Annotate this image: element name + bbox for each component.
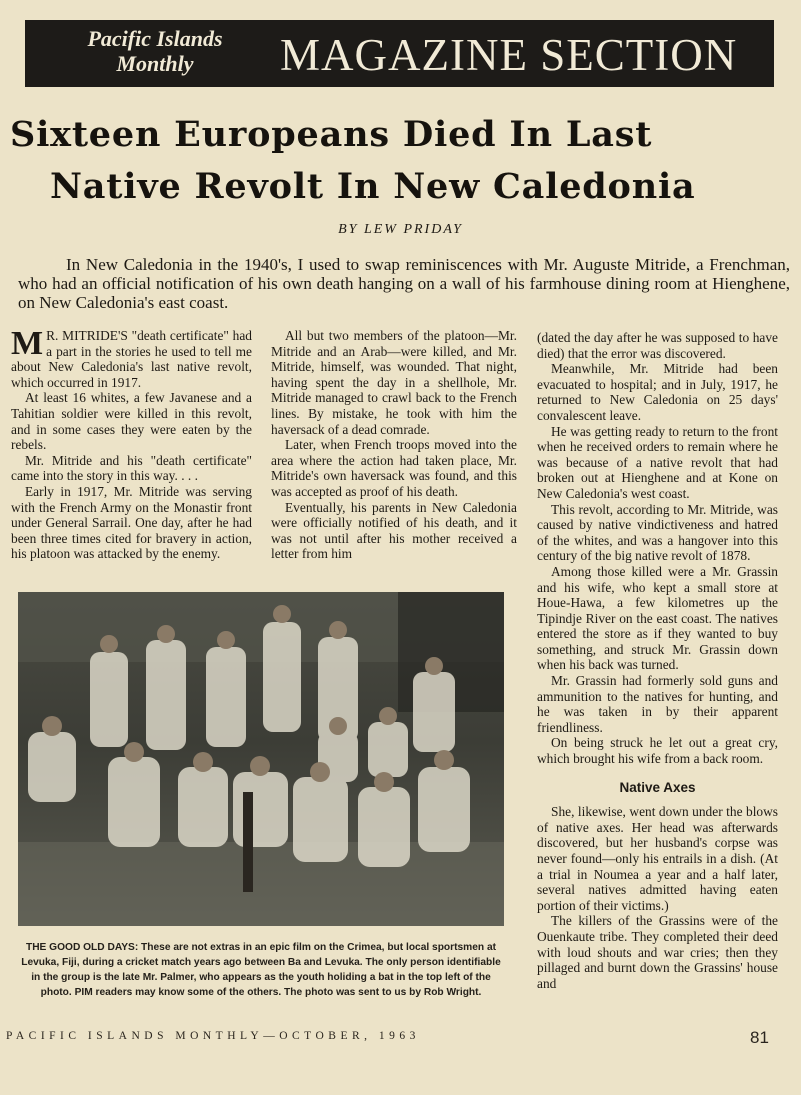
- byline: BY LEW PRIDAY: [338, 222, 463, 237]
- paragraph: The killers of the Grassins were of the Ouenkaute tribe. They completed their deed with loud shouts and war cries; then they pillaged and burnt down the Grassins' house and: [537, 913, 778, 991]
- group-photo: [18, 592, 504, 926]
- section-title: MAGAZINE SECTION: [280, 30, 738, 80]
- publication-name: [65, 26, 245, 76]
- publication-name-line2: Monthly: [116, 51, 194, 76]
- paragraph: Mr. Mitride and his "death certificate" came into the story in this way. . . .: [11, 452, 252, 484]
- footer-issue-line: PACIFIC ISLANDS MONTHLY—OCTOBER, 1963: [6, 1030, 420, 1042]
- paragraph: Mr. Grassin had formerly sold guns and ammunition to the natives for hunting, and he was taken in by their apparent friendliness.: [537, 673, 778, 735]
- paragraph: On being struck he let out a great cry, which brought his wife from a back room.: [537, 735, 778, 767]
- paragraph: Later, when French troops moved into the area where the action had taken place, Mr. Mitride's own haversack was found, and this was accepted as proof of his death.: [271, 437, 517, 499]
- page-number: 81: [750, 1028, 769, 1047]
- paragraph: Early in 1917, Mr. Mitride was serving with the French Army on the Monastir front under General Sarrail. One day, after he had been three times cited for bravery in action, his platoon was attacked by the enemy.: [11, 483, 252, 562]
- publication-name-line1: Pacific Islands: [87, 26, 223, 51]
- paragraph: He was getting ready to return to the front when he received orders to remain where he was because of a native revolt that had broken out at Hienghene and at Kone on New Caledonia's west coast.: [537, 423, 778, 501]
- paragraph: Among those killed were a Mr. Grassin and his wife, who kept a small store at Houe-Hawa, a few kilometres up the Tipindje River on the east coast. The natives entered the store as if they wanted to buy something, and struck Mr. Grassin down when his back was turned.: [537, 563, 778, 673]
- paragraph: All but two members of the platoon—Mr. Mitride and an Arab—were killed, and Mr. Mitride, himself, was wounded. That night, having spent the day in a shellhole, Mr. Mitride managed to crawl back to the French lines. By mistake, he took with him the haversack of a dead comrade.: [271, 328, 517, 437]
- headline-line1: Sixteen Europeans Died In Last: [10, 114, 653, 155]
- paragraph: At least 16 whites, a few Javanese and a Tahitian soldier were killed in this revolt, and in some cases they were eaten by the rebels.: [11, 390, 252, 453]
- headline-line2: Native Revolt In New Caledonia: [50, 166, 696, 207]
- column-1: [11, 325, 252, 562]
- paragraph: (dated the day after he was supposed to have died) that the error was discovered.: [537, 330, 778, 361]
- column-2: [271, 328, 517, 562]
- paragraph: Eventually, his parents in New Caledonia were officially notified of his death, and it was not until after his mother received a letter from him: [271, 499, 517, 562]
- paragraph: This revolt, according to Mr. Mitride, was caused by native vindictiveness and hatred of the whites, and was a hangover into this century of the big native revolt of 1878.: [537, 501, 778, 564]
- photo-caption: THE GOOD OLD DAYS: These are not extras in an epic film on the Crimea, but local sportsmen at Levuka, Fiji, during a cricket match years ago between Ba and Levuka. The only person identifiable in the group is the late Mr. Palmer, who appears as the youth holiding a bat in the top left of the photo. PIM readers may know some of the others. The photo was sent to us by Rob Wright.: [21, 942, 501, 998]
- drop-cap: M: [11, 325, 44, 362]
- masthead-banner: [25, 20, 774, 87]
- paragraph: Meanwhile, Mr. Mitride had been evacuated to hospital; and in July, 1917, he returned to New Caledonia on 25 days' convalescent leave.: [537, 361, 778, 423]
- paragraph: R. MITRIDE'S "death certificate" had a part in the stories he used to tell me about New Caledonia's last native revolt, which occurred in 1917.: [11, 328, 252, 390]
- subheading: Native Axes: [619, 779, 696, 795]
- paragraph: She, likewise, went down under the blows of native axes. Her head was afterwards discovered, but her husband's corpse was never found—only his entrails in a dish. (At a trial in Noumea a year and a half later, several natives admitted having eaten portion of their victims.): [537, 804, 778, 913]
- intro-paragraph: In New Caledonia in the 1940's, I used to swap reminiscences with Mr. Auguste Mitride, a Frenchman, who had an official notification of his own death hanging on a wall of his farmhouse dining room at Hienghene, on New Caledonia's east coast.: [18, 255, 790, 312]
- group-photo-image: [18, 592, 504, 926]
- column-3: [537, 330, 778, 991]
